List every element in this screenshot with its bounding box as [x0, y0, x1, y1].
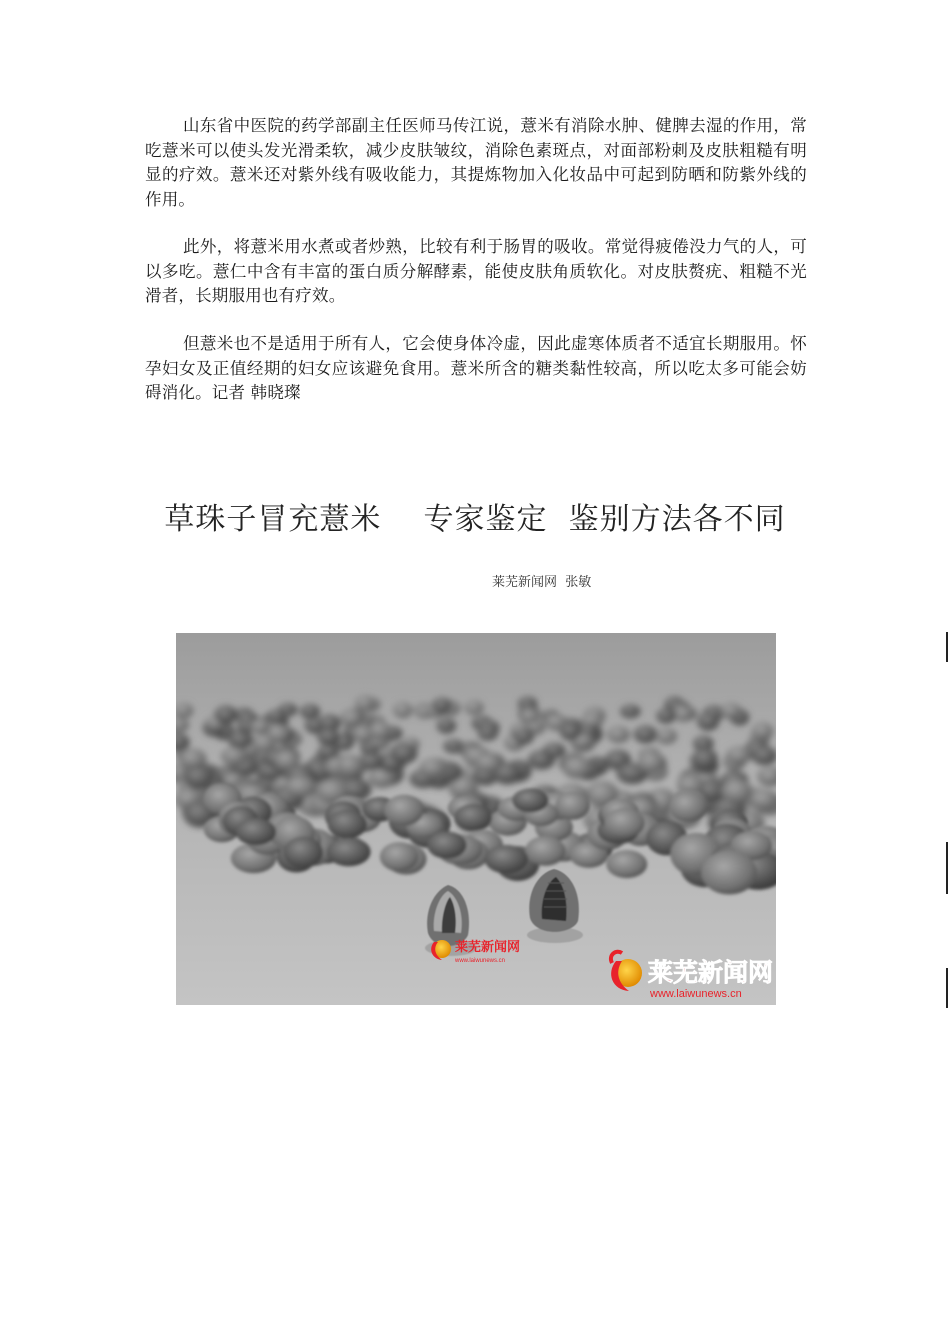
seed	[543, 743, 566, 758]
watermark-main-text: 莱芜新闻网	[648, 959, 774, 987]
seed	[562, 756, 592, 778]
seed	[267, 709, 287, 723]
seed	[525, 836, 566, 866]
seed	[284, 837, 323, 869]
seed	[485, 845, 529, 874]
seed	[284, 776, 316, 798]
seed	[384, 795, 423, 826]
seed	[692, 748, 718, 770]
seed	[701, 851, 757, 895]
seed	[634, 725, 658, 743]
seed	[638, 751, 664, 773]
headline-byline: 莱芜新闻网 张敏	[492, 575, 592, 590]
seed	[697, 712, 719, 730]
seed	[752, 722, 773, 739]
seed	[560, 723, 582, 741]
seed	[355, 695, 374, 711]
seed	[555, 791, 590, 820]
seed	[380, 842, 419, 871]
seed	[300, 704, 320, 719]
seed	[720, 703, 742, 719]
seed	[752, 746, 776, 765]
seed	[221, 747, 247, 765]
watermark-main-url: www.laiwunews.cn	[650, 988, 742, 1000]
seed-photo	[176, 633, 776, 1005]
seed	[327, 838, 371, 867]
seed	[475, 754, 502, 773]
seed	[607, 726, 630, 742]
seed	[721, 779, 752, 804]
seed	[340, 709, 363, 727]
page-edge-mark	[946, 968, 948, 1008]
seed	[214, 705, 237, 724]
seed	[317, 728, 340, 745]
page-edge-mark	[946, 632, 948, 662]
seed	[437, 718, 456, 733]
seed	[432, 698, 452, 713]
seed	[513, 729, 534, 745]
seed	[250, 719, 270, 733]
seed	[512, 788, 548, 812]
article-paragraph-1: 山东省中医院的药学部副主任医师马传江说，薏米有消除水肿、健脾去湿的作用，常吃薏米可以使头发光滑柔软，减少皮肤皱纹，消除色素斑点，对面部粉刺及皮肤粗糙有明显的疗效。薏米还对紫外线有吸收能力，其提炼物加入化妆品中可起到防晒和防紫外线的作用。	[145, 116, 807, 209]
seed	[655, 728, 677, 744]
seed	[419, 758, 446, 777]
article-paragraph-3: 但薏米也不是适用于所有人，它会使身体冷虚，因此虚寒体质者不适宜长期服用。怀孕妇女及正值经期的妇女应该避免食用。薏米所含的糖类黏性较高，所以吃太多可能会妨碍消化。记者 韩晓璨	[145, 334, 807, 402]
seed	[454, 804, 492, 831]
seed	[337, 754, 364, 776]
seed	[393, 702, 412, 718]
seed	[604, 808, 645, 838]
page-edge-mark	[946, 842, 948, 894]
headline-title: 草珠子冒充薏米 专家鉴定 鉴别方法各不同	[164, 502, 786, 537]
seed	[369, 721, 391, 739]
seed	[478, 726, 498, 740]
seed	[390, 743, 417, 764]
seed	[606, 850, 647, 878]
seed	[328, 810, 367, 839]
watermark-small-text: 莱芜新闻网	[455, 939, 521, 954]
seed	[427, 832, 466, 859]
watermark-small-url: www.laiwunews.cn	[455, 958, 506, 964]
seed	[726, 746, 751, 764]
seed	[464, 700, 483, 715]
seed	[520, 709, 539, 723]
seed	[656, 708, 675, 723]
seed	[669, 791, 707, 822]
seed	[228, 731, 253, 749]
seed	[620, 705, 640, 719]
article-paragraph-2: 此外，将薏米用水煮或者炒熟，比较有利于肠胃的吸收。常觉得疲倦没力气的人，可以多吃。薏仁中含有丰富的蛋白质分解酵素，能使皮肤角质软化。对皮肤赘疣、粗糙不光滑者，长期服用也有疗效。	[145, 237, 807, 305]
seed	[179, 749, 206, 770]
seed	[236, 818, 276, 845]
seed	[674, 706, 693, 722]
